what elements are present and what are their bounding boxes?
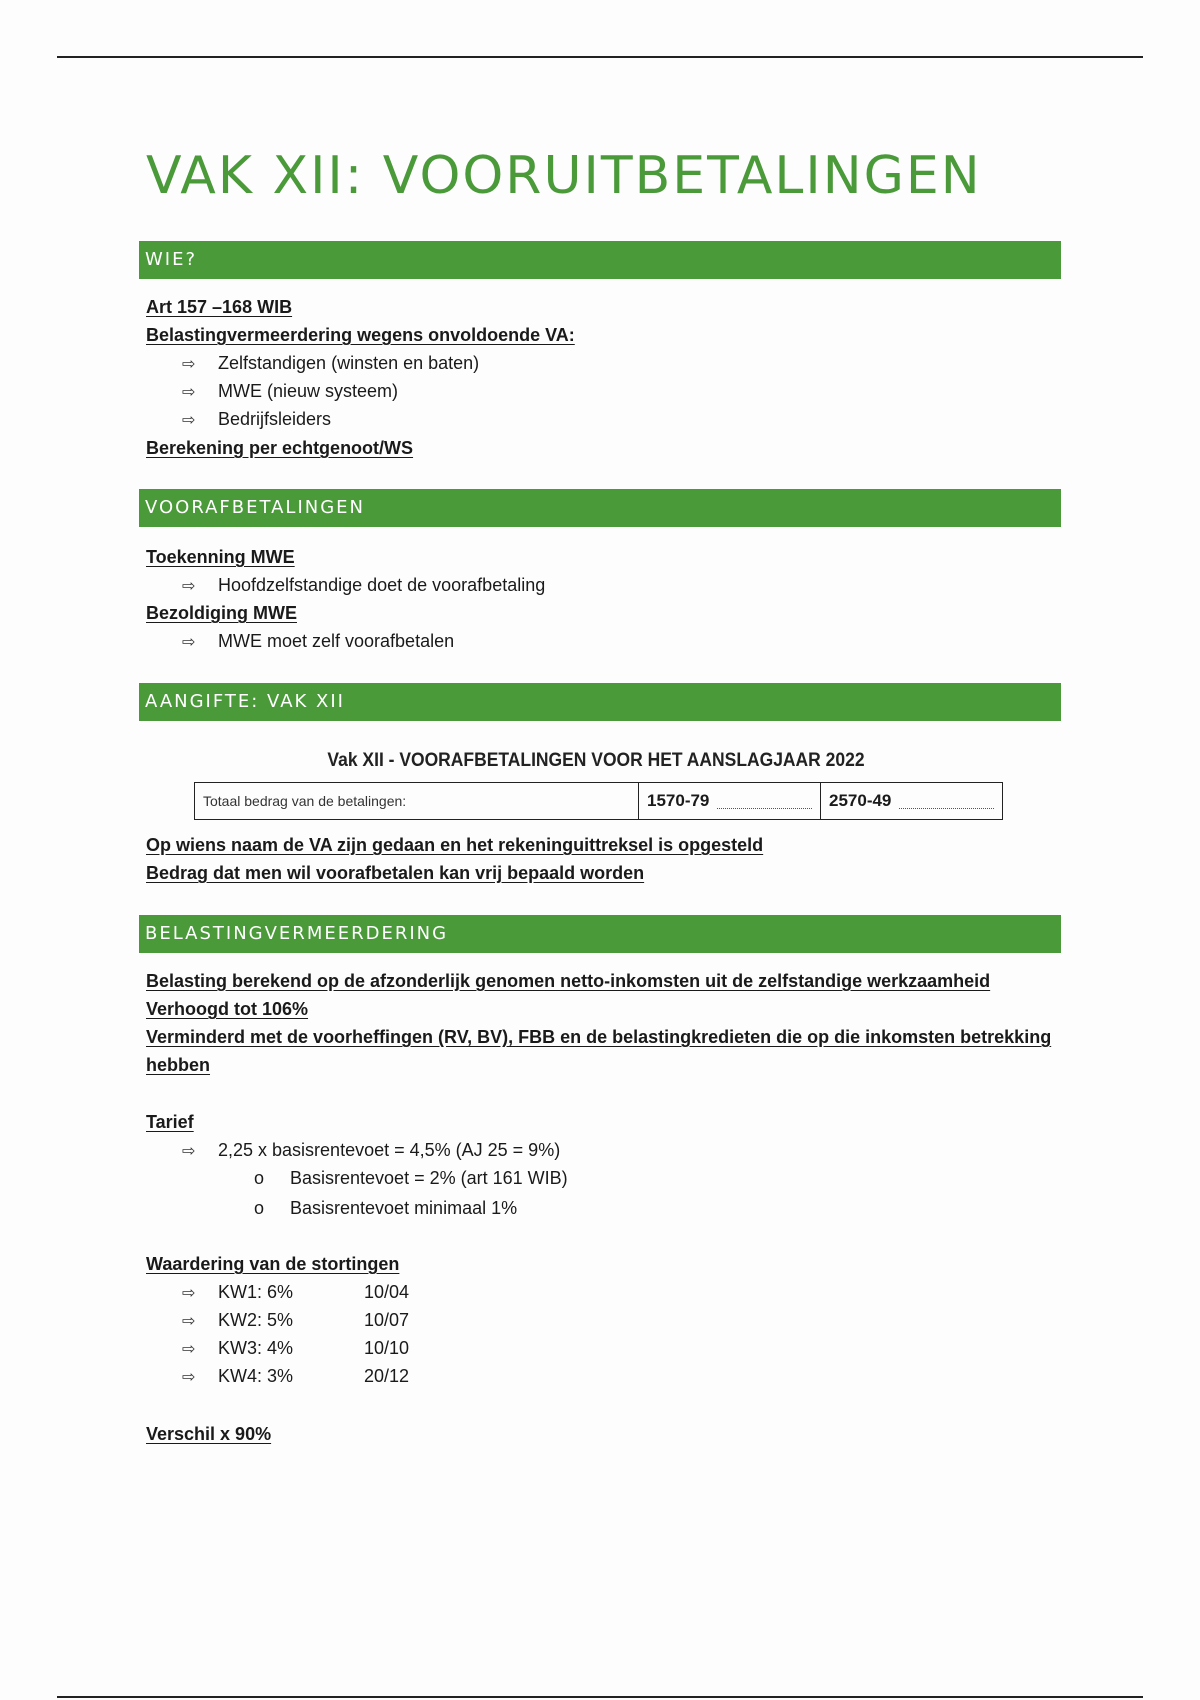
list-item: [182, 571, 545, 601]
list-item: [182, 1278, 482, 1308]
waardering-label: Waardering van de stortingen: [146, 1254, 400, 1274]
arrow-icon: ⇨: [182, 1285, 196, 1302]
form-code-1: 1570-79: [647, 791, 710, 810]
dotted-line: [717, 794, 812, 809]
aangifte-line-2: Bedrag dat men wil voorafbetalen kan vrij bepaald worden: [146, 863, 645, 883]
berekening-label: Berekening per echtgenoot/WS: [146, 438, 414, 458]
arrow-icon: ⇨: [182, 578, 196, 595]
list-item: [182, 1362, 482, 1392]
list-item: [182, 1306, 482, 1336]
aangifte-line-1: Op wiens naam de VA zijn gedaan en het rekeninguittreksel is opgesteld: [146, 835, 764, 855]
kwartaal-date: 20/12: [364, 1366, 410, 1386]
section-heading-voorafbetalingen: VOORAFBETALINGEN: [139, 489, 1061, 527]
arrow-icon: ⇨: [182, 1313, 196, 1330]
list-item-text: Basisrentevoet = 2% (art 161 WIB): [290, 1168, 568, 1188]
list-item-text: Basisrentevoet minimaal 1%: [290, 1198, 518, 1218]
list-item-text: Bedrijfsleiders: [218, 409, 332, 429]
form-title: Vak XII - VOORAFBETALINGEN VOOR HET AANSLAGJAAR 2022: [327, 750, 865, 771]
bv-line-2: Verhoogd tot 106%: [146, 999, 309, 1019]
list-item-text: Hoofdzelfstandige doet de voorafbetaling: [218, 575, 546, 595]
kwartaal-rate: KW1: 6%: [218, 1282, 294, 1302]
form-code-cell: [639, 783, 821, 819]
arrow-icon: ⇨: [182, 634, 196, 651]
form-label: Totaal bedrag van de betalingen:: [195, 783, 639, 819]
section-heading-belastingvermeerdering: BELASTINGVERMEERDERING: [139, 915, 1061, 953]
form-code-2: 2570-49: [829, 791, 892, 810]
arrow-icon: ⇨: [182, 1143, 196, 1160]
bv-line-3-cont: hebben: [146, 1055, 211, 1075]
sub-list-item: [254, 1164, 568, 1192]
kwartaal-rate: KW3: 4%: [218, 1338, 294, 1358]
bottom-rule: [57, 1696, 1143, 1698]
list-item: [182, 1334, 482, 1364]
arrow-icon: ⇨: [182, 1369, 196, 1386]
arrow-icon: ⇨: [182, 412, 196, 429]
arrow-icon: ⇨: [182, 1341, 196, 1358]
kwartaal-date: 10/10: [364, 1338, 410, 1358]
list-item: [182, 627, 454, 657]
page-title: VAK XII: VOORUITBETALINGEN: [146, 146, 982, 206]
article-reference: Art 157 –168 WIB: [146, 297, 293, 317]
bezoldiging-label: Bezoldiging MWE: [146, 603, 297, 623]
kwartaal-date: 10/07: [364, 1310, 410, 1330]
arrow-icon: ⇨: [182, 356, 196, 373]
sub-list-item: [254, 1194, 517, 1222]
bv-line-3: Verminderd met de voorheffingen (RV, BV), FBB en de belastingkredieten die op die inkomsten betrekking: [146, 1027, 1052, 1047]
top-rule: [57, 56, 1143, 58]
circle-bullet-icon: o: [254, 1198, 265, 1218]
form-code-cell: [821, 783, 1002, 819]
list-item: [182, 1136, 560, 1166]
list-item-text: Zelfstandigen (winsten en baten): [218, 353, 480, 373]
section-heading-aangifte: AANGIFTE: VAK XII: [139, 683, 1061, 721]
kwartaal-date: 10/04: [364, 1282, 410, 1302]
list-item-text: MWE moet zelf voorafbetalen: [218, 631, 455, 651]
list-item: [182, 405, 331, 435]
form-table: [194, 782, 1003, 820]
list-item: [182, 377, 398, 407]
list-item-text: MWE (nieuw systeem): [218, 381, 399, 401]
arrow-icon: ⇨: [182, 384, 196, 401]
toekenning-label: Toekenning MWE: [146, 547, 295, 567]
dotted-line: [899, 794, 994, 809]
list-item: [182, 349, 479, 379]
list-item-text: 2,25 x basisrentevoet = 4,5% (AJ 25 = 9%): [218, 1140, 561, 1160]
circle-bullet-icon: o: [254, 1168, 265, 1188]
bv-line-1: Belasting berekend op de afzonderlijk genomen netto-inkomsten uit de zelfstandige werkzaamheid: [146, 971, 991, 991]
kwartaal-rate: KW4: 3%: [218, 1366, 294, 1386]
tarief-label: Tarief: [146, 1112, 194, 1132]
kwartaal-rate: KW2: 5%: [218, 1310, 294, 1330]
verschil-label: Verschil x 90%: [146, 1424, 272, 1444]
belastingvermeerdering-label: Belastingvermeerdering wegens onvoldoende VA:: [146, 325, 575, 345]
section-heading-wie: WIE?: [139, 241, 1061, 279]
